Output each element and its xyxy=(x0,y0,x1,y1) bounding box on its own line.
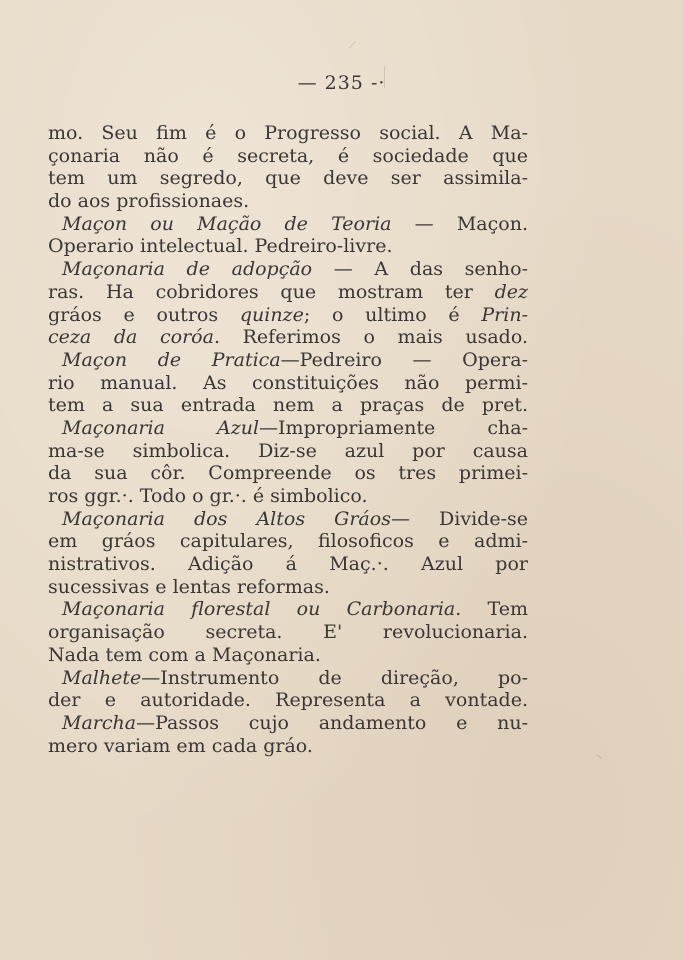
text-segment: tem um segredo, que deve ser assimila- xyxy=(48,167,528,190)
text-line xyxy=(48,508,528,531)
ink-mark xyxy=(349,41,356,49)
text-segment: der e autoridade. Representa a vontade. xyxy=(48,689,528,712)
italic-term: Prin- xyxy=(481,303,528,326)
text-line xyxy=(48,440,528,463)
page-number: — 235 -· xyxy=(297,72,386,94)
text-line xyxy=(48,304,528,327)
text-line xyxy=(48,735,528,758)
italic-term: ceza da coróa xyxy=(48,326,214,349)
text-segment: ros ggr.·. Todo o gr.·. é simbolico. xyxy=(48,485,368,507)
text-segment: ras. Ha cobridores que mostram ter xyxy=(48,280,495,303)
text-segment: tem a sua entrada nem a praças de pret. xyxy=(48,394,528,417)
text-line xyxy=(48,712,528,735)
text-segment: da sua côr. Compreende os tres primei- xyxy=(48,462,528,485)
body-text xyxy=(48,122,528,757)
text-line xyxy=(48,667,528,690)
text-segment: —Impropriamente cha- xyxy=(259,416,528,439)
text-segment: ma-se simbolica. Diz-se azul por causa xyxy=(48,439,528,462)
text-line xyxy=(48,145,528,168)
text-segment: mero variam em cada gráo. xyxy=(48,734,313,757)
text-segment: Operario intelectual. Pedreiro-livre. xyxy=(48,235,393,258)
text-line xyxy=(48,281,528,304)
text-segment: çonaria não é secreta, é sociedade que xyxy=(48,144,528,167)
text-segment: ; o ultimo é xyxy=(303,303,482,326)
text-segment: rio manual. As constituições não permi- xyxy=(48,371,528,394)
text-line xyxy=(48,530,528,553)
text-line xyxy=(48,122,528,145)
text-line xyxy=(48,689,528,712)
italic-term: Maçonaria dos Altos Gráos xyxy=(62,507,391,530)
text-line xyxy=(48,598,528,621)
text-segment: —Instrumento de direção, po- xyxy=(141,666,528,689)
ink-mark xyxy=(384,66,385,88)
text-segment: — A das senho- xyxy=(312,258,528,281)
ink-mark xyxy=(596,754,601,759)
text-line xyxy=(48,462,528,485)
text-segment: gráos e outros xyxy=(48,303,240,326)
text-segment: organisação secreta. E' revolucionaria. xyxy=(48,621,528,644)
italic-term: Maçon de Pratica xyxy=(62,348,281,371)
text-line xyxy=(48,190,528,213)
italic-term: quinze xyxy=(239,303,304,326)
text-segment: do aos profissionaes. xyxy=(48,190,250,213)
text-line xyxy=(48,621,528,644)
text-segment: . Tem xyxy=(455,598,528,621)
text-line xyxy=(48,644,528,667)
text-line xyxy=(48,394,528,417)
italic-term: Malhete xyxy=(62,666,142,689)
text-line xyxy=(48,576,528,599)
text-segment: —Pedreiro — Opera- xyxy=(280,348,528,371)
text-line xyxy=(48,235,528,258)
italic-term: Maçon ou Mação de Teoria xyxy=(62,212,392,235)
text-line xyxy=(48,417,528,440)
text-line xyxy=(48,326,528,349)
text-line xyxy=(48,372,528,395)
text-line xyxy=(48,553,528,576)
text-line xyxy=(48,258,528,281)
text-segment: Nada tem com a Maçonaria. xyxy=(48,643,321,666)
italic-term: Maçonaria florestal ou Carbonaria xyxy=(62,598,456,621)
text-segment: . Referimos o mais usado. xyxy=(213,326,528,349)
text-segment: mo. Seu fim é o Progresso social. A Ma- xyxy=(48,122,528,144)
text-line xyxy=(48,485,528,508)
italic-term: Marcha xyxy=(62,711,137,734)
text-segment: sucessivas e lentas reformas. xyxy=(48,575,330,598)
text-segment: nistrativos. Adição á Maç.·. Azul por xyxy=(48,553,528,576)
italic-term: Maçonaria de adopção xyxy=(62,258,313,281)
text-segment: — Divide-se xyxy=(390,507,528,530)
text-segment: — Maçon. xyxy=(391,212,528,235)
text-segment: —Passos cujo andamento e nu- xyxy=(136,711,528,734)
text-line xyxy=(48,167,528,190)
text-line xyxy=(48,349,528,372)
text-segment: em gráos capitulares, filosoficos e admi- xyxy=(48,530,528,553)
italic-term: dez xyxy=(494,280,528,303)
text-line xyxy=(48,213,528,236)
italic-term: Maçonaria Azul xyxy=(62,416,260,439)
